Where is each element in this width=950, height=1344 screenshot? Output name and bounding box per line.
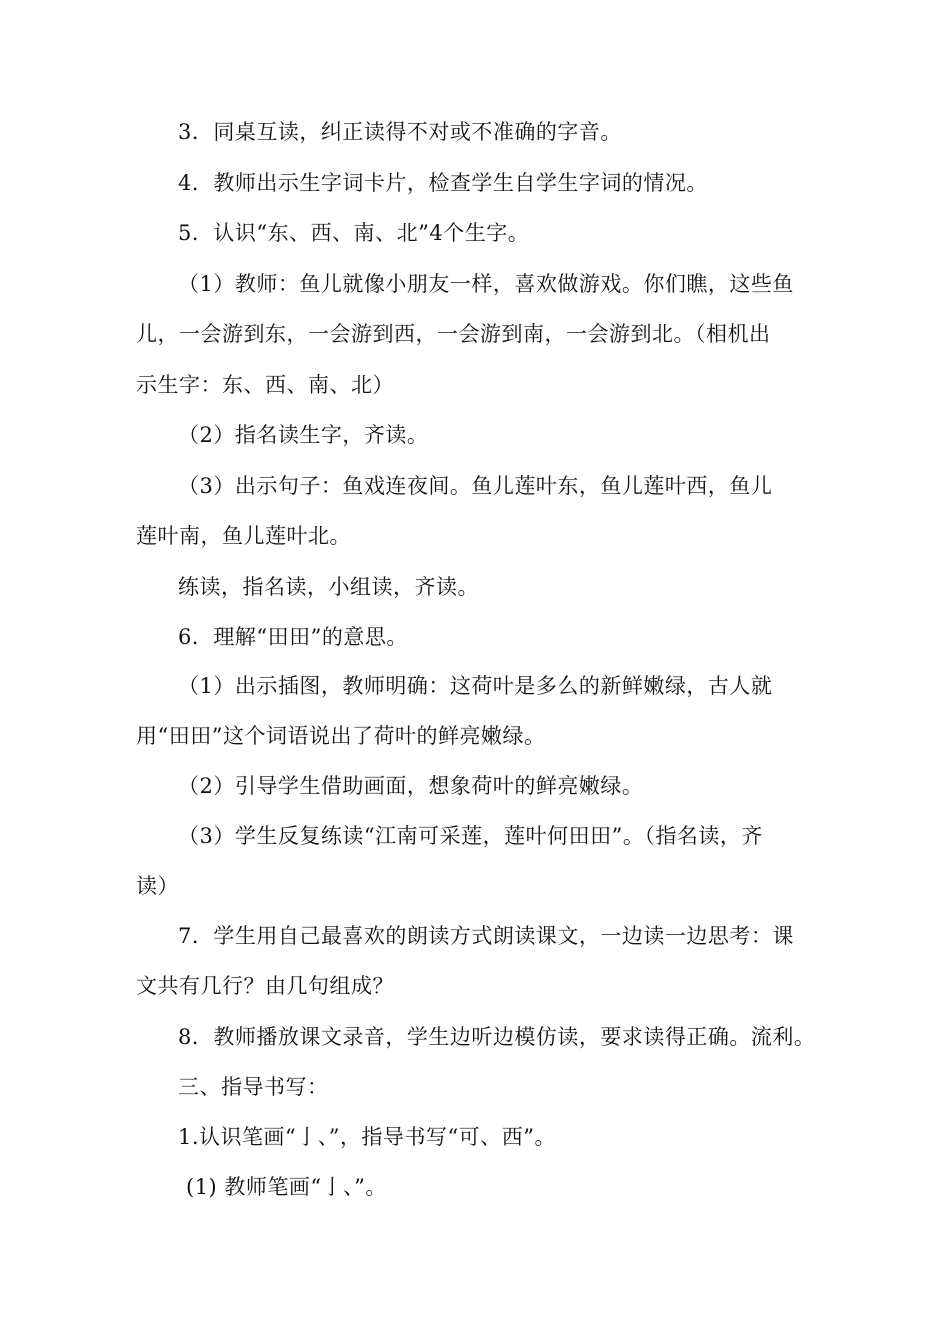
text-line: 三、指导书写： [178,1075,329,1099]
text-line: 读） [136,874,179,898]
text-line: （3）出示句子：鱼戏连夜间。鱼儿莲叶东，鱼儿莲叶西，鱼儿 [178,474,773,498]
text-line: （3）学生反复练读“江南可采莲，莲叶何田田”。（指名读，齐 [178,824,763,848]
text-line: 文共有几行？由几句组成？ [136,974,394,998]
text-line: 5．认识“东、西、南、北”4个生字。 [178,221,530,245]
text-line: （1）出示插图，教师明确：这荷叶是多么的新鲜嫩绿，古人就 [178,674,773,698]
text-line: 示生字：东、西、南、北） [136,373,394,397]
text-line: 8．教师播放课文录音，学生边听边模仿读，要求读得正确。流利。 [178,1025,816,1049]
text-line: 3．同桌互读，纠正读得不对或不准确的字音。 [178,120,622,144]
text-line: (1) 教师笔画“亅、”。 [186,1175,387,1199]
text-line: （2）引导学生借助画面，想象荷叶的鲜亮嫩绿。 [178,774,644,798]
text-line: （1）教师：鱼儿就像小朋友一样，喜欢做游戏。你们瞧，这些鱼 [178,272,794,296]
text-line: 儿，一会游到东，一会游到西，一会游到南，一会游到北。（相机出 [136,322,771,346]
text-line: 用“田田”这个词语说出了荷叶的鲜亮嫩绿。 [136,724,546,748]
text-line: 莲叶南，鱼儿莲叶北。 [136,524,351,548]
text-line: 7．学生用自己最喜欢的朗读方式朗读课文，一边读一边思考：课 [178,924,794,948]
text-line: （2）指名读生字，齐读。 [178,423,429,447]
text-line: 4．教师出示生字词卡片，检查学生自学生字词的情况。 [178,171,708,195]
text-line: 练读，指名读，小组读，齐读。 [178,575,479,599]
text-line: 6．理解“田田”的意思。 [178,625,408,649]
text-line: 1.认识笔画“亅、”，指导书写“可、西”。 [178,1125,556,1149]
